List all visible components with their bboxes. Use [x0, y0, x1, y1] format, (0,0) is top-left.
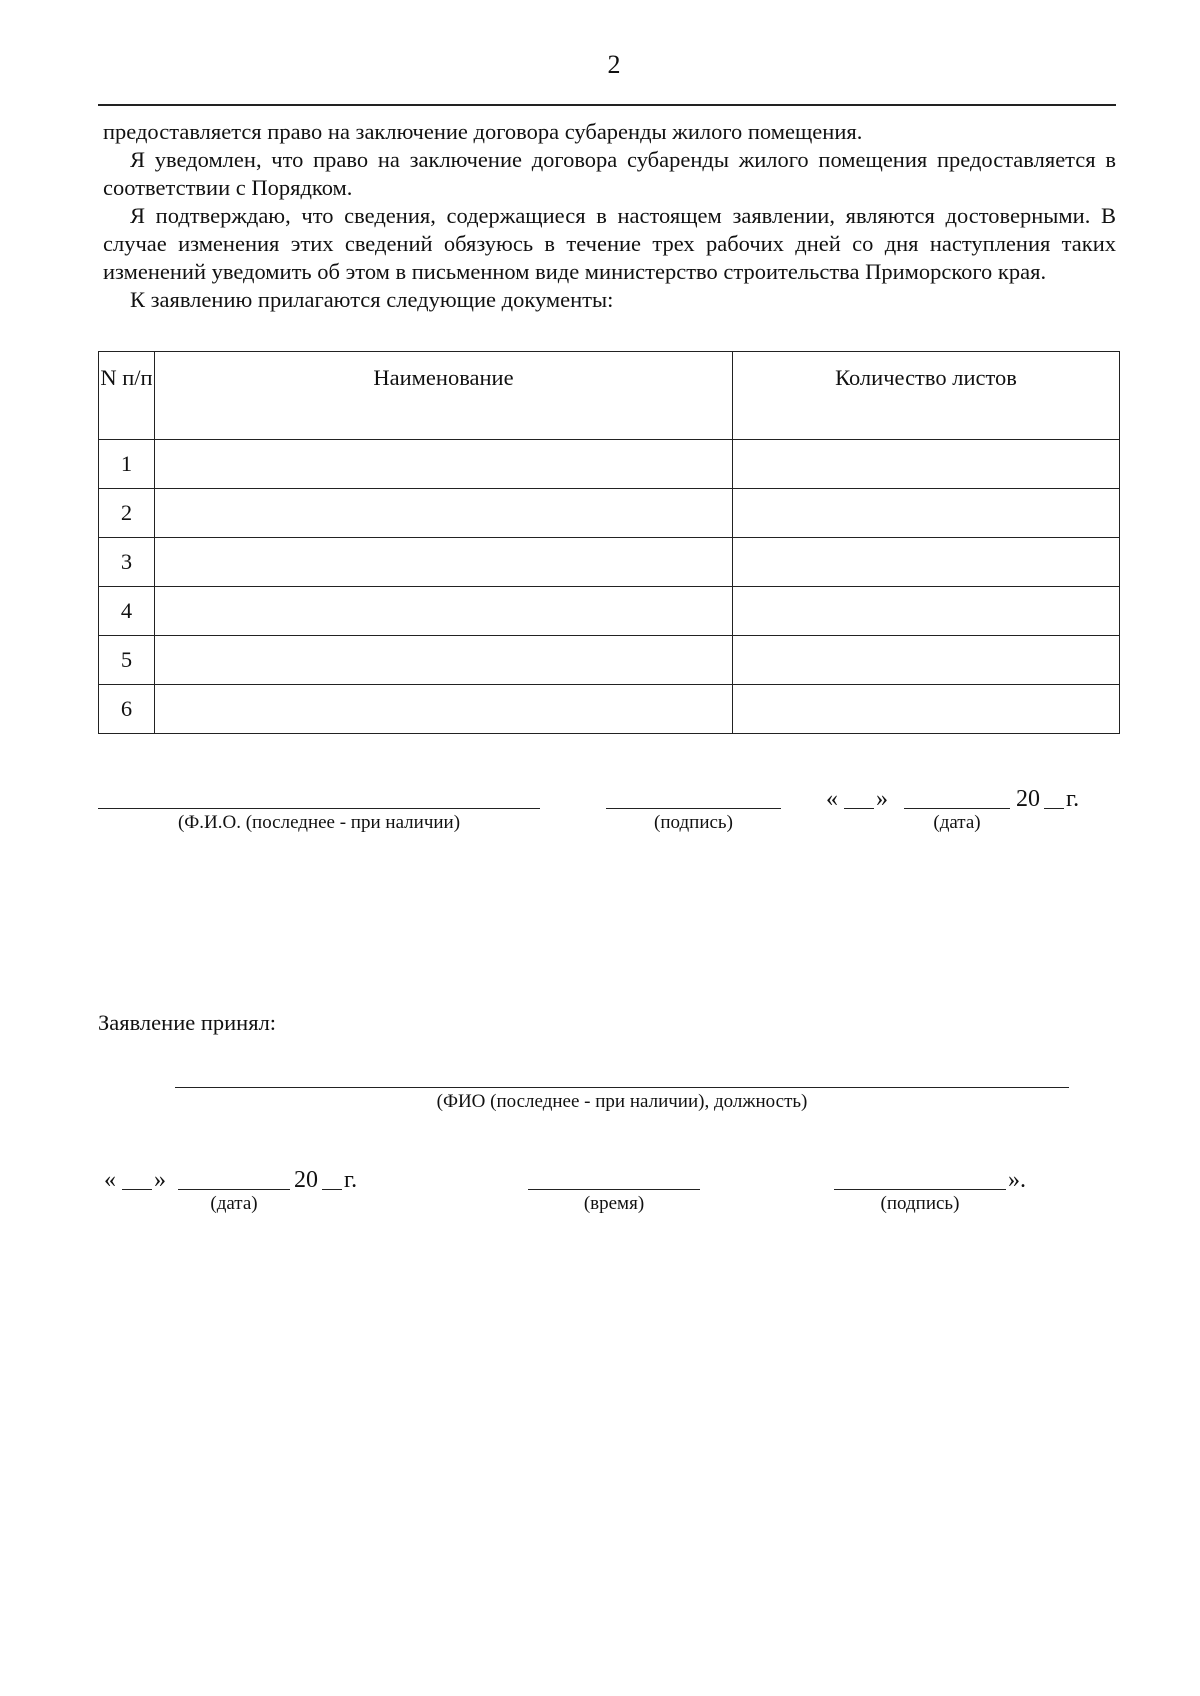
row-pages-cell[interactable] — [733, 636, 1120, 685]
paragraph-1: предоставляется право на заключение договора субаренды жилого помещения. — [103, 119, 863, 144]
row-pages-cell[interactable] — [733, 489, 1120, 538]
acceptance-date-quote-close: » — [154, 1167, 166, 1193]
row-pages-cell[interactable] — [733, 587, 1120, 636]
table-row — [99, 538, 1120, 587]
acceptance-date-year: 20 — [294, 1167, 318, 1193]
applicant-fio-caption: (Ф.И.О. (последнее - при наличии) — [177, 812, 461, 833]
accepted-by-label: Заявление принял: — [98, 1010, 277, 1035]
table-row — [99, 685, 1120, 734]
acceptance-date-caption: (дата) — [210, 1193, 258, 1214]
applicant-signature-line[interactable] — [606, 808, 781, 809]
acceptance-date-day-line[interactable] — [122, 1189, 152, 1190]
table-row — [99, 489, 1120, 538]
header-rule — [98, 104, 1116, 106]
acceptance-date-month-line[interactable] — [178, 1189, 290, 1190]
applicant-date-day-line[interactable] — [844, 808, 874, 809]
page-number: 2 — [607, 50, 621, 79]
row-number: 6 — [99, 685, 155, 734]
applicant-date-month-line[interactable] — [904, 808, 1010, 809]
table-row — [99, 587, 1120, 636]
row-pages-cell[interactable] — [733, 440, 1120, 489]
acceptance-signature-end: ». — [1008, 1167, 1026, 1193]
acceptor-fio-caption: (ФИО (последнее - при наличии), должность) — [436, 1091, 808, 1112]
row-number: 1 — [99, 440, 155, 489]
row-number: 2 — [99, 489, 155, 538]
row-pages-cell[interactable] — [733, 685, 1120, 734]
header-name: Наименование — [155, 352, 733, 440]
row-name-cell[interactable] — [155, 685, 733, 734]
header-number-label: N п/п — [100, 365, 153, 390]
acceptance-date-year-suffix: г. — [344, 1167, 358, 1193]
header-pages: Количество листов — [733, 352, 1120, 440]
row-name-cell[interactable] — [155, 489, 733, 538]
applicant-date-year: 20 — [1016, 786, 1040, 812]
applicant-fio-line[interactable] — [98, 808, 540, 809]
acceptance-date-year-line[interactable] — [322, 1189, 342, 1190]
row-name-cell[interactable] — [155, 538, 733, 587]
row-name-cell[interactable] — [155, 587, 733, 636]
acceptance-time-caption: (время) — [583, 1193, 645, 1214]
paragraph-2: Я уведомлен, что право на заключение договора субаренды жилого помещения предоставляется в соответствии с Порядком. — [103, 147, 1116, 200]
row-number: 3 — [99, 538, 155, 587]
applicant-signature-caption: (подпись) — [654, 812, 733, 833]
row-name-cell[interactable] — [155, 636, 733, 685]
row-number: 5 — [99, 636, 155, 685]
header-number — [99, 352, 155, 440]
documents-table — [98, 351, 1120, 734]
paragraph-4: К заявлению прилагаются следующие документы: — [130, 287, 614, 312]
table-row — [99, 440, 1120, 489]
acceptor-fio-line[interactable] — [175, 1087, 1069, 1088]
acceptance-time-line[interactable] — [528, 1189, 700, 1190]
applicant-date-year-line[interactable] — [1044, 808, 1064, 809]
paragraph-3: Я подтверждаю, что сведения, содержащиеся в настоящем заявлении, являются достоверными. В случае изменения этих сведений обязуюсь в течение трех рабочих дней со дня наступления таких изменений уведомить об этом в письменном виде министерство строительства Приморского края. — [103, 203, 1116, 284]
row-number: 4 — [99, 587, 155, 636]
body-text — [103, 118, 1116, 314]
table-header-row — [99, 352, 1120, 440]
table-row — [99, 636, 1120, 685]
applicant-date-quote-open: « — [826, 786, 838, 812]
applicant-date-year-suffix: г. — [1066, 786, 1080, 812]
acceptance-date-quote-open: « — [104, 1167, 116, 1193]
acceptance-signature-caption: (подпись) — [880, 1193, 960, 1214]
row-pages-cell[interactable] — [733, 538, 1120, 587]
applicant-date-quote-close: » — [876, 786, 888, 812]
applicant-date-caption: (дата) — [933, 812, 981, 833]
acceptance-signature-line[interactable] — [834, 1189, 1006, 1190]
row-name-cell[interactable] — [155, 440, 733, 489]
